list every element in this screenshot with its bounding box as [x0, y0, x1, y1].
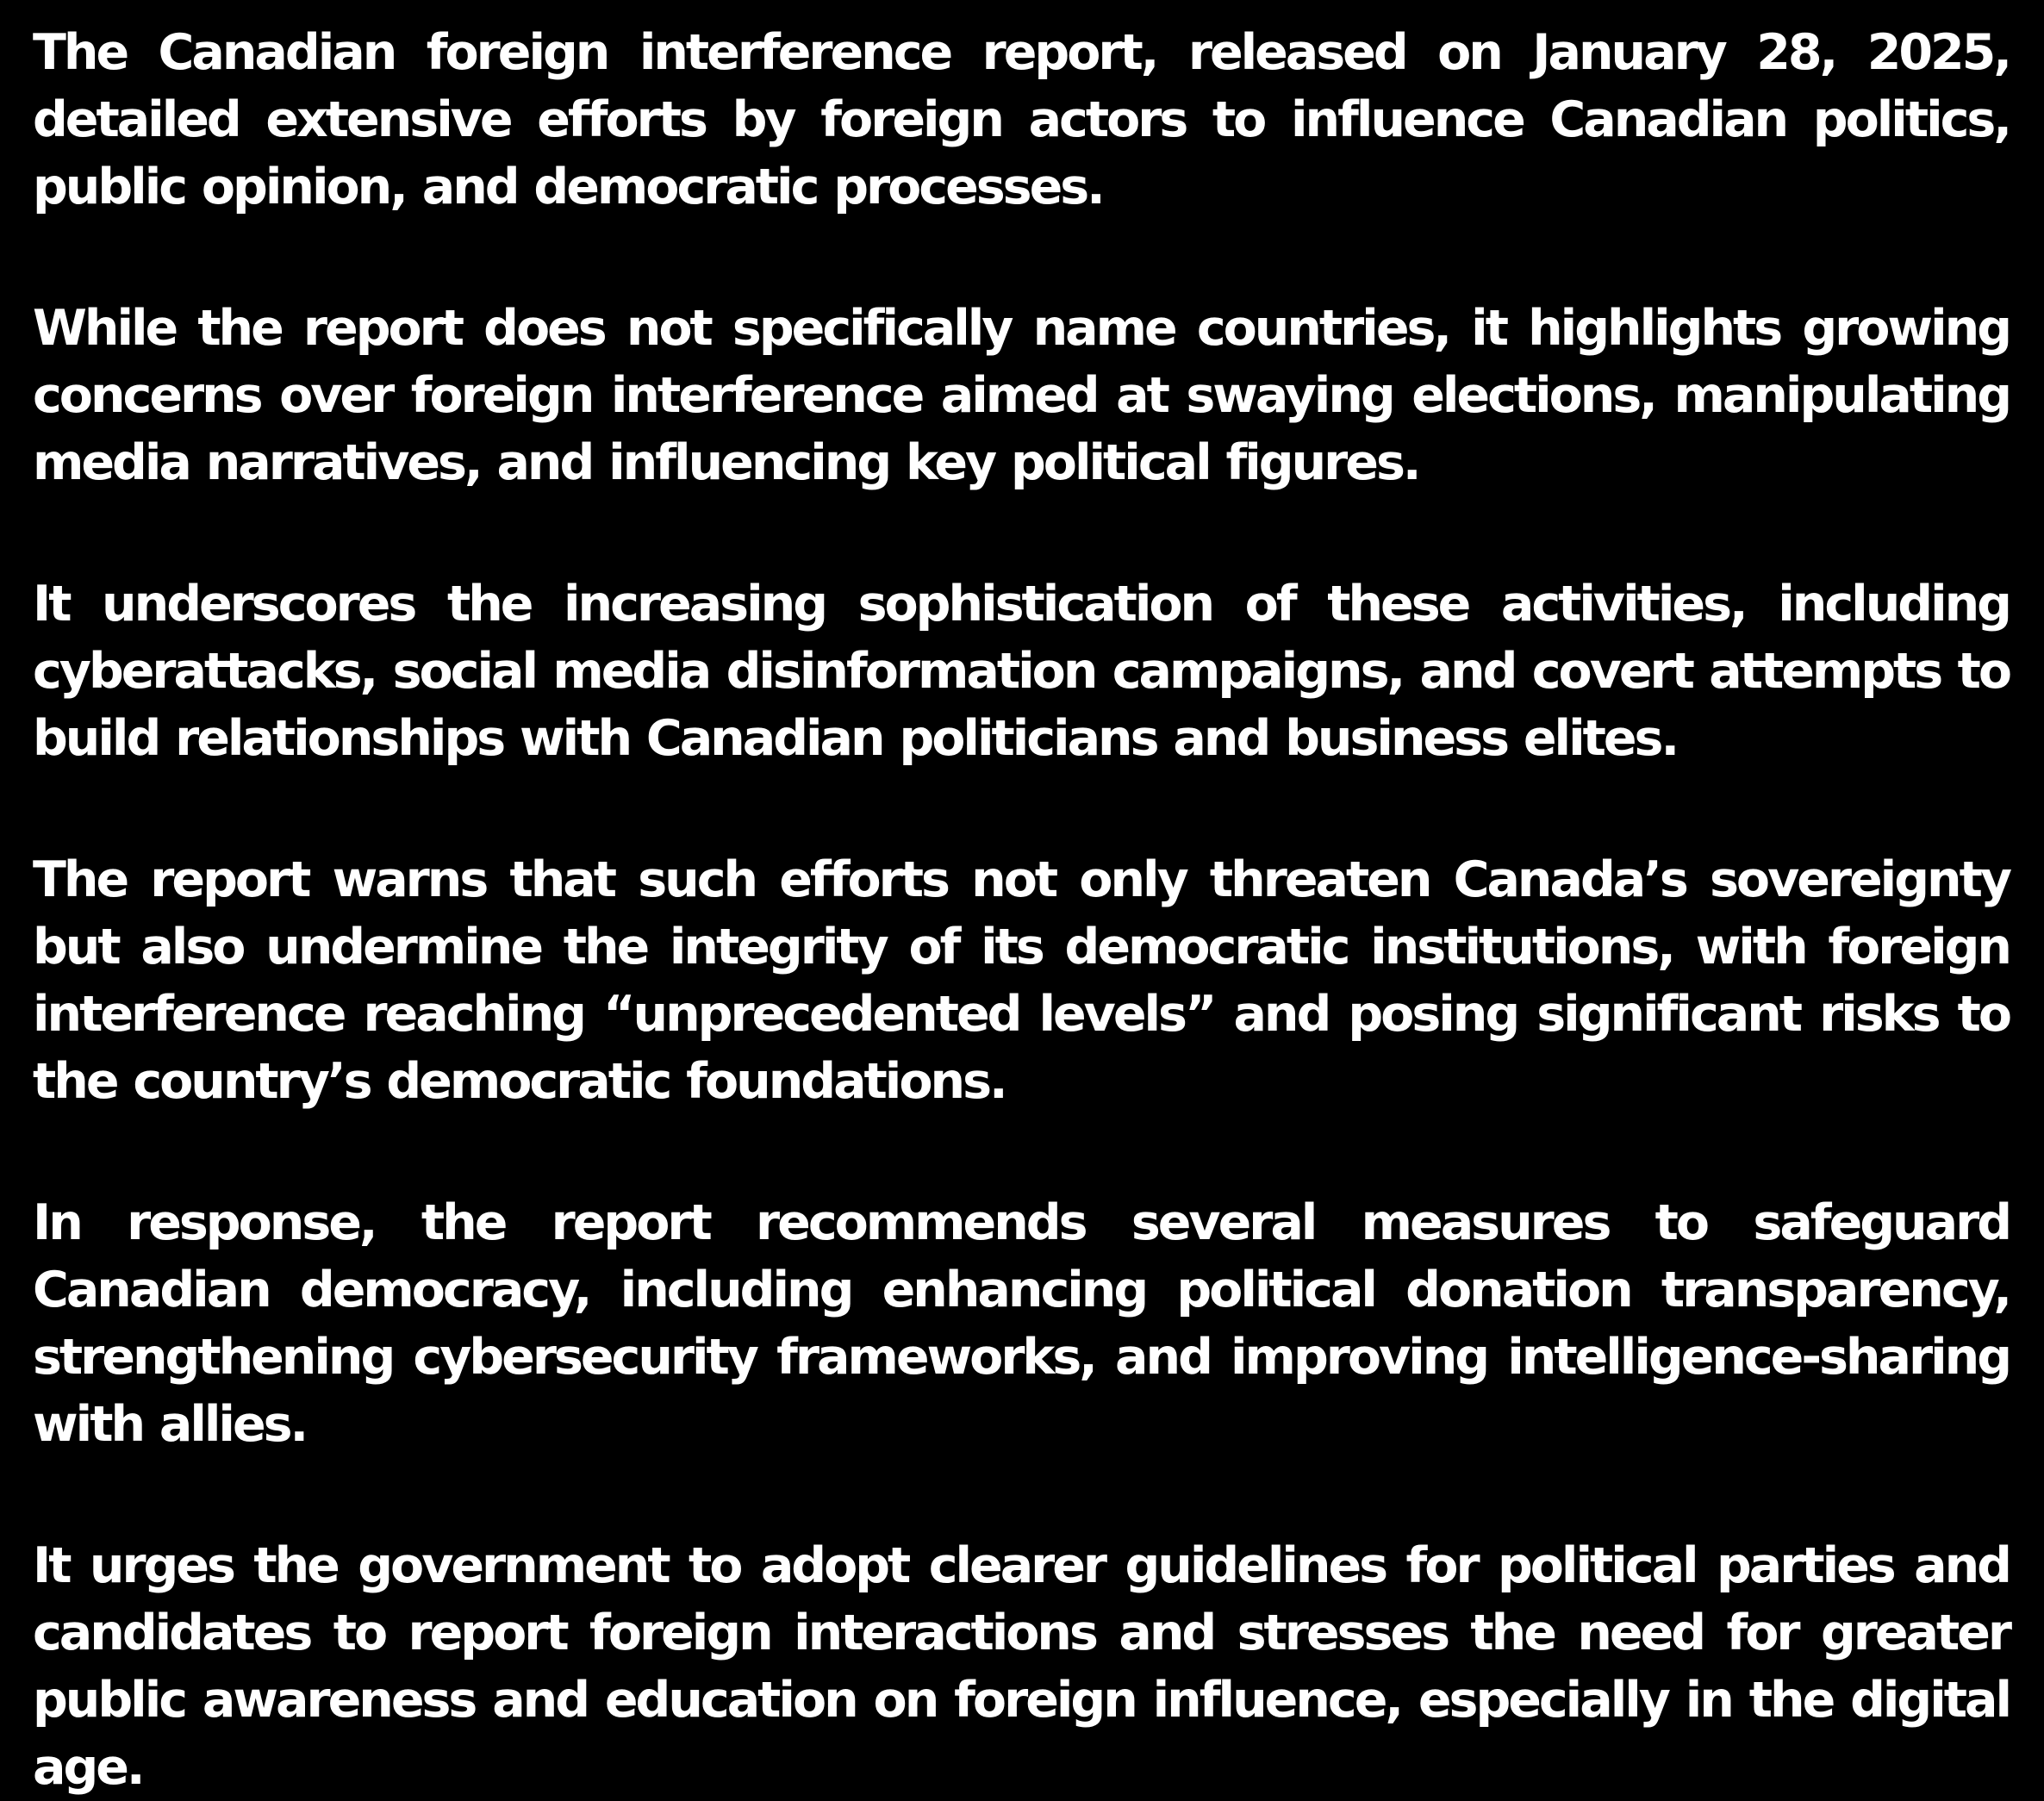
paragraph-guidelines: It urges the government to adopt clearer guidelines for political parties and candidates to report foreign interactions and stresses the need for greater public awareness and education on foreign influence, especially in the digital age.: [33, 1537, 2010, 1796]
paragraph-report-release: The Canadian foreign interference report, released on January 28, 2025, detailed extensive efforts by foreign actors to influence Canadian politics, public opinion, and democratic processes.: [33, 24, 2010, 215]
paragraph-warning: The report warns that such efforts not only threaten Canada’s sovereignty but also undermine the integrity of its democratic institutions, with foreign interference reaching “unprecedented levels” and posing significant risks to the country’s democratic foundations.: [33, 851, 2010, 1110]
paragraph-concerns: While the report does not specifically name countries, it highlights growing concerns over foreign interference aimed at swaying elections, manipulating media narratives, and influencing key political figures.: [33, 300, 2010, 491]
paragraph-recommendations: In response, the report recommends several measures to safeguard Canadian democracy, including enhancing political donation transparency, strengthening cybersecurity frameworks, and improving intelligence-sharing with allies.: [33, 1194, 2010, 1453]
document-body: [33, 19, 2010, 1796]
paragraph-sophistication: It underscores the increasing sophistication of these activities, including cyberattacks, social media disinformation campaigns, and covert attempts to build relationships with Canadian politicians and business elites.: [33, 576, 2010, 767]
